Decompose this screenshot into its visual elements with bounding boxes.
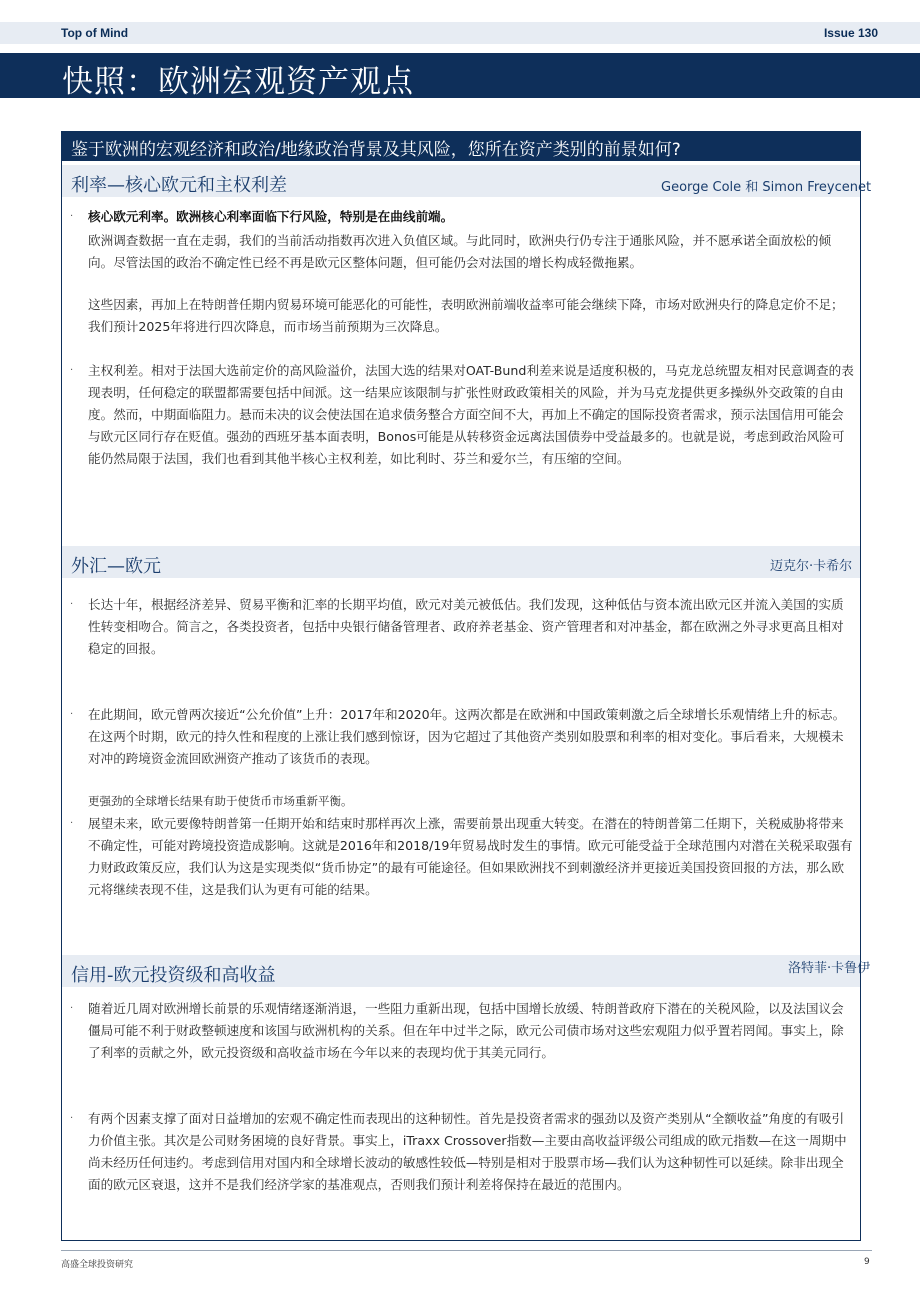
list-item [70,1108,855,1196]
bullet-marker: · [70,1113,74,1124]
page-number: 9 [864,1257,870,1267]
footer-source: 高盛全球投资研究 [61,1260,134,1270]
section-header-credit [62,955,860,987]
list-item [70,998,855,1064]
issue-number: Issue 130 [823,26,878,40]
bullet-text: 有两个因素支撑了面对日益增加的宏观不确定性而表现出的这种韧性。首先是投资者需求的强劲以及资产类别从“全额收益”角度的有吸引力价值主张。其次是公司财务困境的良好背景。事实上，iTraxx Crossover指数—主要由高收益评级公司组成的欧元指数—在这一周期中尚未经历任何违约。考虑到信用对国内和全球增长波动的敏感性较低—特别是相对于股票市场—我们认为这种韧性可以延续。除非出现全面的欧元区衰退，这并不是我们经济学家的基准观点，否则我们预计利差将保持在最近的范围内。 [88,1111,847,1192]
section-author-rates: George Cole 和 Simon Freycenet [661,180,872,195]
page-title: 快照：欧洲宏观资产观点 [62,64,414,100]
bullet-marker: · [70,1003,74,1014]
section-author-credit: 洛特菲·卡鲁伊 [788,961,871,976]
bullet-text: 主权利差。相对于法国大选前定价的高风险溢价，法国大选的结果对OAT-Bund利差来说是适度积极的，马克龙总统盟友相对民意调查的表现表明，任何稳定的联盟都需要包括中间派。这一结果应该限制与扩张性财政政策相关的风险，并为马克龙提供更多操纵外交政策的自由度。然而，中期面临阻力。悬而未决的议会使法国在追求债务整合方面空间不大，再加上不确定的国际投资者需求，预示法国信用可能会与欧元区同行存在贬值。强劲的西班牙基本面表明，Bonos可能是从转移资金远离法国债券中受益最多的。也就是说，考虑到政治风险可能仍然局限于法国，我们也看到其他半核心主权利差，如比利时、芬兰和爱尔兰，有压缩的空间。 [88,363,854,466]
top-bar [0,22,920,44]
bullet-marker: · [70,709,74,720]
title-bar [0,53,920,98]
section-title-rates: 利率—核心欧元和主权利差 [71,175,287,196]
list-item [70,594,855,660]
list-item [70,813,855,901]
bullet-text: 在此期间，欧元曾两次接近“公允价值”上升：2017年和2020年。这两次都是在欧洲和中国政策刺激之后全球增长乐观情绪上升的标志。在这两个时期，欧元的持久性和程度的上涨让我们感到惊讶，因为它超过了其他资产类别如股票和利率的相对变化。事后看来，大规模未对冲的跨境资金流回欧洲资产推动了该货币的表现。 [88,707,846,766]
bullet-marker: · [70,599,74,610]
section-header-fx [62,546,860,578]
note-text: 更强劲的全球增长结果有助于使货币市场重新平衡。 [88,794,353,808]
bullet-text: 展望未来，欧元要像特朗普第一任期开始和结束时那样再次上涨，需要前景出现重大转变。在潜在的特朗普第二任期下，关税威胁将带来不确定性，可能对跨境投资造成影响。这就是2016年和2018/19年贸易战时发生的事情。欧元可能受益于全球范围内对潜在关税采取强有力财政政策反应，我们认为这是实现类似“货币协定”的最有可能途径。但如果欧洲找不到刺激经济并更接近美国投资回报的方法，那么欧元将继续表现不佳，这是我们认为更有可能的结果。 [88,816,853,897]
bullet-text: 长达十年，根据经济差异、贸易平衡和汇率的长期平均值，欧元对美元被低估。我们发现，这种低估与资本流出欧元区并流入美国的实质性转变相吻合。简言之，各类投资者，包括中央银行储备管理者、政府养老基金、资产管理者和对冲基金，都在欧洲之外寻求更高且相对稳定的回报。 [88,597,844,656]
list-item [70,704,855,770]
footer-divider [61,1250,872,1251]
publication-name: Top of Mind [61,26,129,40]
paragraph: 欧洲调查数据一直在走弱，我们的当前活动指数再次进入负值区域。与此同时，欧洲央行仍专注于通胀风险，并不愿承诺全面放松的倾向。尽管法国的政治不确定性已经不再是欧元区整体问题，但可能仍会对法国的增长构成轻微拖累。 [88,233,832,270]
section-title-credit: 信用-欧元投资级和高收益 [71,965,276,986]
bullet-marker: · [70,818,74,829]
bullet-marker: · [70,211,74,222]
section-title-fx: 外汇—欧元 [71,556,161,577]
question-banner: 鉴于欧洲的宏观经济和政治/地缘政治背景及其风险，您所在资产类别的前景如何? [61,131,861,161]
list-item [70,360,855,470]
bullet-text: 随着近几周对欧洲增长前景的乐观情绪逐渐消退，一些阻力重新出现，包括中国增长放缓、特朗普政府下潜在的关税风险，以及法国议会僵局可能不利于财政整顿速度和该国与欧洲机构的关系。但在年中过半之际，欧元公司债市场对这些宏观阻力似乎置若罔闻。事实上，除了利率的贡献之外，欧元投资级和高收益市场在今年以来的表现均优于其美元同行。 [88,1001,844,1060]
list-item [70,206,855,228]
bullet-lead: 核心欧元利率。欧洲核心利率面临下行风险，特别是在曲线前端。 [88,209,454,224]
bullet-marker: · [70,365,74,376]
paragraph: 这些因素，再加上在特朗普任期内贸易环境可能恶化的可能性，表明欧洲前端收益率可能会继续下降，市场对欧洲央行的降息定价不足；我们预计2025年将进行四次降息，而市场当前预期为三次降息。 [88,297,844,334]
section-author-fx: 迈克尔·卡希尔 [770,559,853,574]
